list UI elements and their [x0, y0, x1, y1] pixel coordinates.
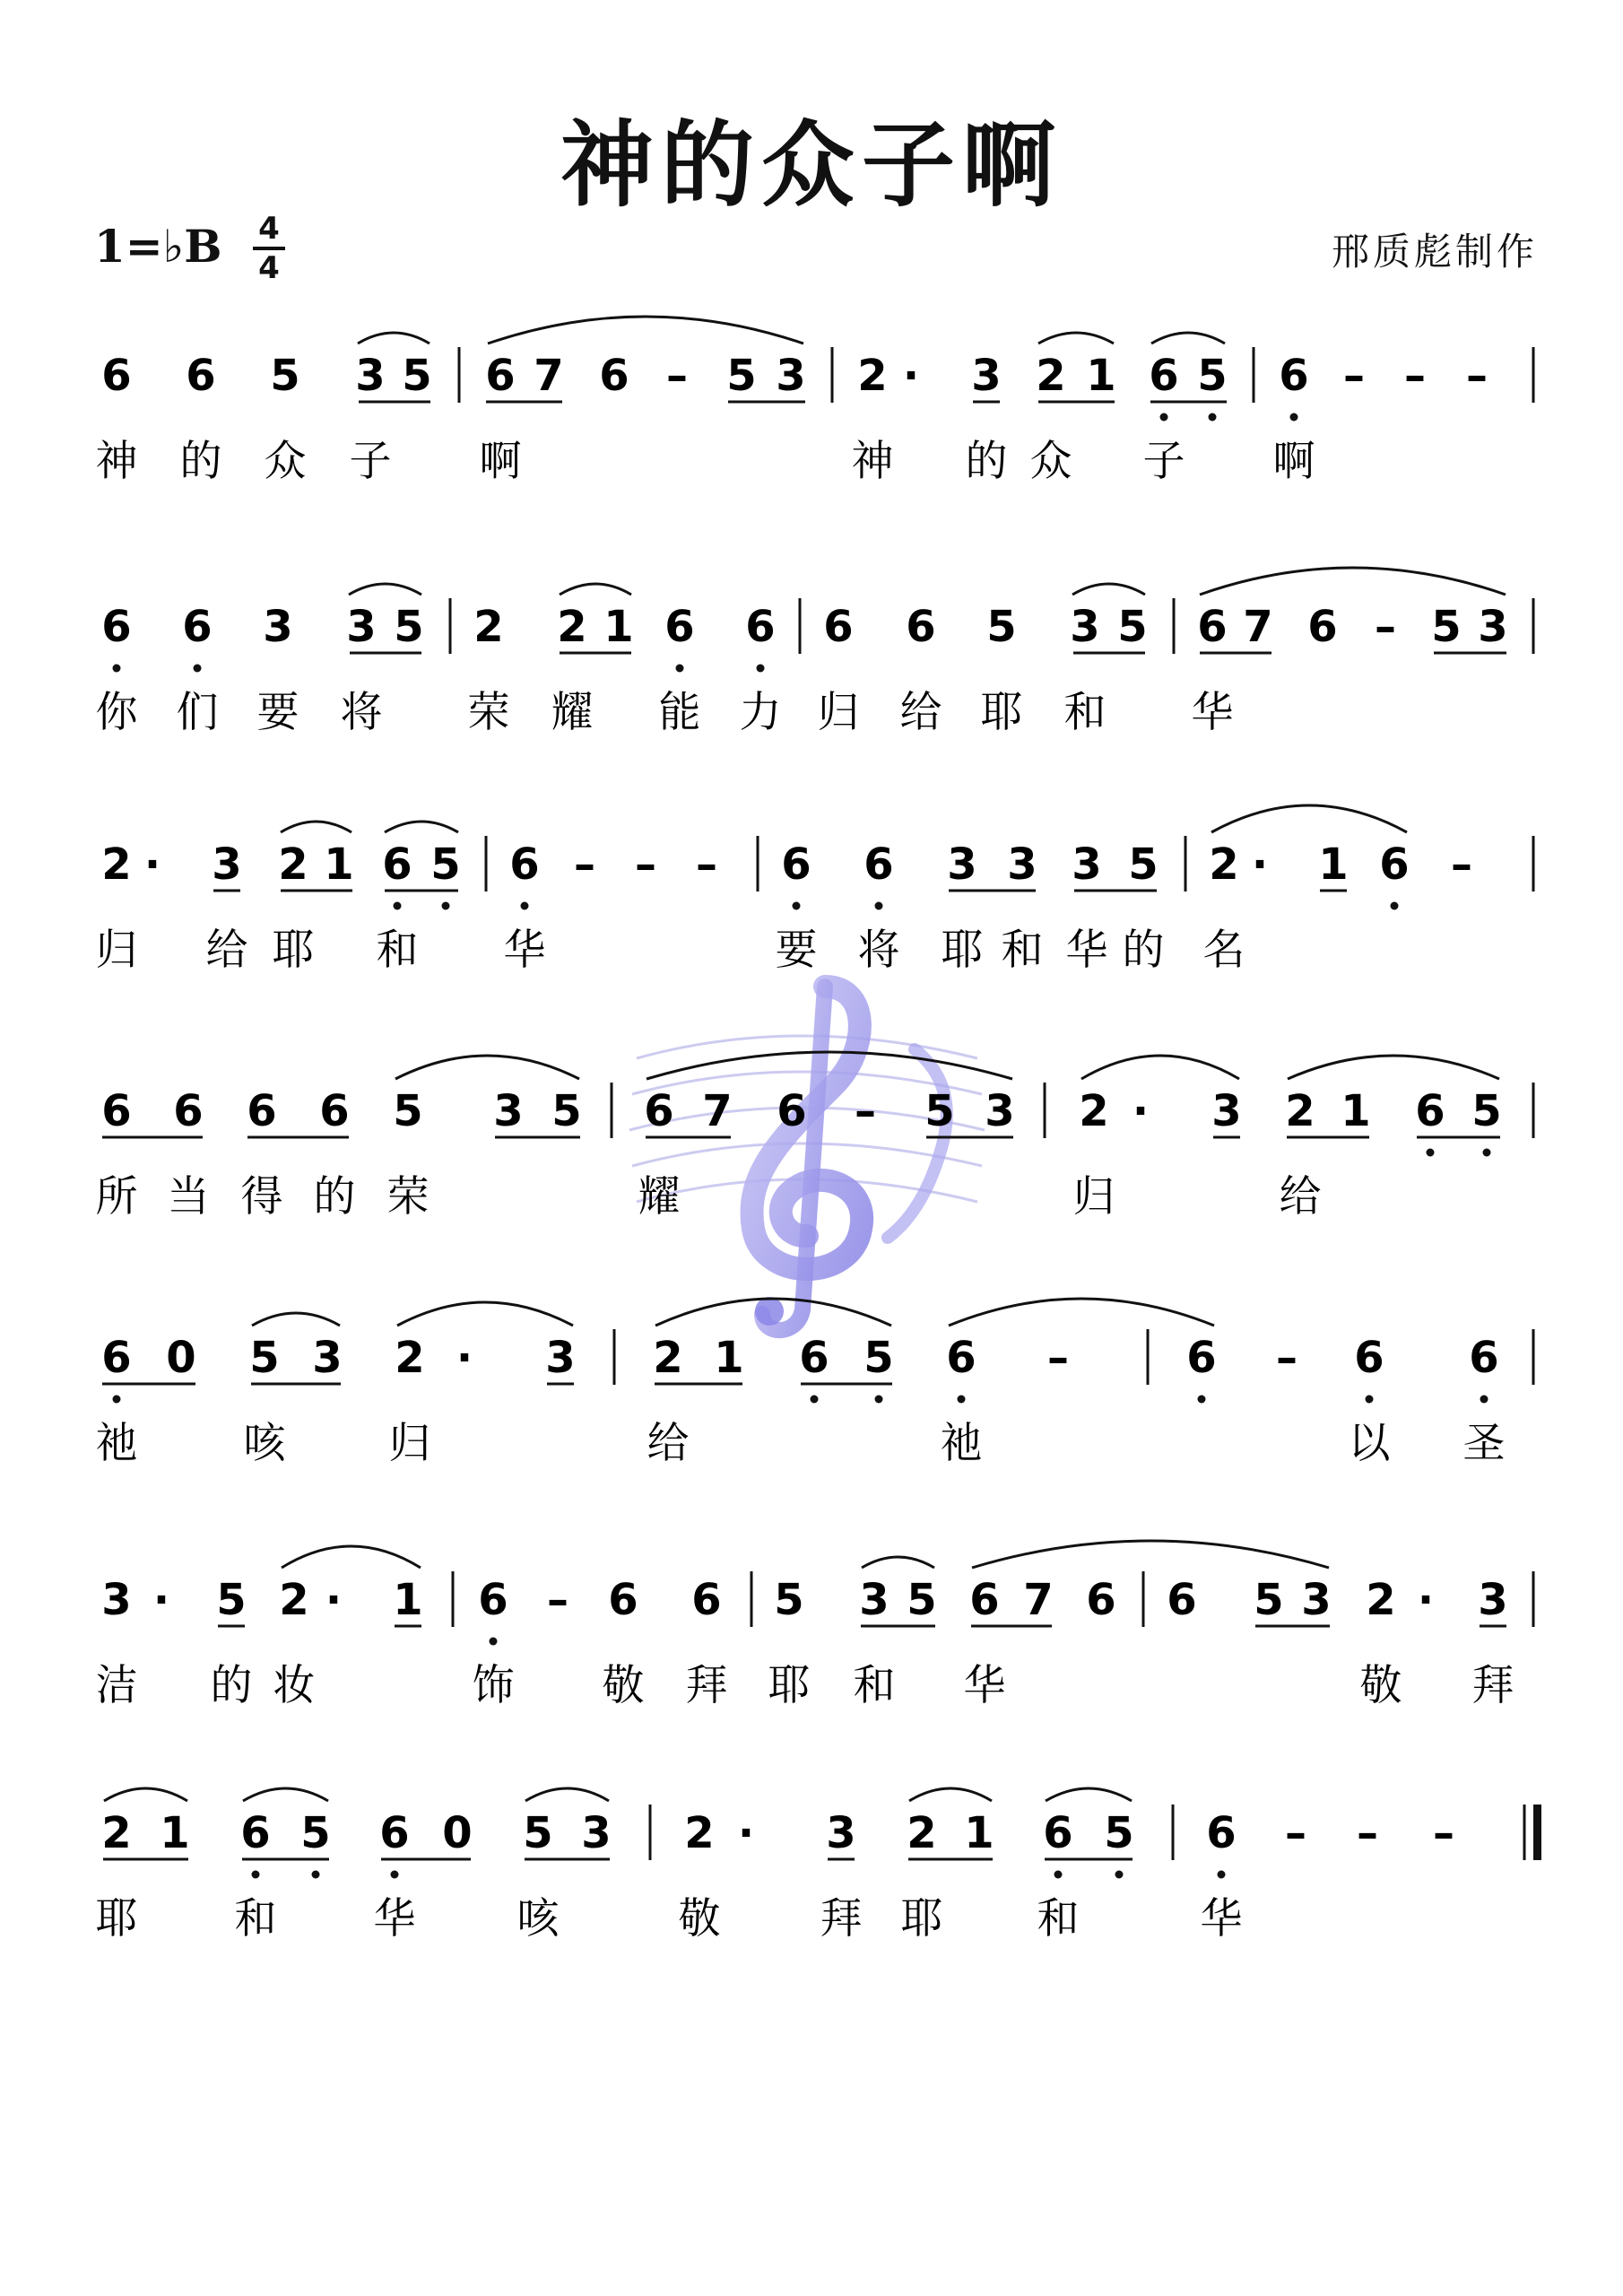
note: – — [1375, 602, 1396, 652]
note: 5 — [1128, 839, 1159, 890]
note: 3 — [859, 1575, 890, 1625]
note: 2 — [907, 1808, 937, 1858]
lyric-char: 和 — [376, 926, 419, 975]
lyric-char: 拜 — [820, 1894, 863, 1944]
lyric-char: 要 — [256, 688, 299, 737]
lyric-char: 要 — [775, 926, 818, 975]
note: 5 — [430, 839, 461, 890]
slur-arc — [385, 822, 458, 832]
lyric-char: 啊 — [479, 437, 522, 486]
note: 5 — [270, 351, 300, 401]
octave-dot — [252, 1871, 260, 1879]
note: 2 — [1036, 351, 1066, 401]
octave-dot — [113, 665, 121, 673]
lyric-char: 神 — [851, 437, 894, 486]
note: 7 — [1243, 602, 1273, 652]
note: 1 — [1318, 839, 1349, 890]
slur-arc — [1288, 1056, 1499, 1079]
lyric-char: 耶 — [980, 688, 1023, 737]
lyric-char: 敬 — [678, 1894, 721, 1944]
note: – — [1404, 351, 1426, 401]
octave-dot — [1483, 1149, 1491, 1157]
octave-dot — [391, 1871, 399, 1879]
slur-arc — [281, 822, 352, 832]
note: 6 — [608, 1575, 638, 1625]
note: 6 — [319, 1086, 350, 1136]
note: 2 — [1079, 1086, 1109, 1136]
lyric-char: 和 — [853, 1661, 896, 1710]
note: 6 — [182, 602, 213, 652]
note: 3 — [776, 351, 806, 401]
lyric-char: 众 — [1029, 437, 1072, 486]
note: 3 — [312, 1333, 343, 1383]
lyric-char: 和 — [1037, 1894, 1080, 1944]
note: 1 — [393, 1575, 423, 1625]
octave-dot — [1290, 413, 1298, 422]
note: 2 — [857, 351, 888, 401]
slur-arc — [1038, 333, 1114, 344]
note: 7 — [1023, 1575, 1054, 1625]
note: · — [1132, 1086, 1150, 1136]
slur-arc — [525, 1788, 609, 1801]
note: 5 — [1104, 1808, 1134, 1858]
note: 3 — [1478, 602, 1508, 652]
note: 3 — [1478, 1575, 1508, 1625]
lyric-char: 华 — [1191, 688, 1234, 737]
slur-arc — [488, 317, 803, 344]
lyric-char: 的 — [179, 437, 222, 486]
lyric-char: 耶 — [941, 926, 984, 975]
slur-arc — [349, 584, 421, 595]
score-system — [96, 1052, 1534, 1222]
note: – — [1047, 1333, 1069, 1383]
note: · — [143, 839, 161, 890]
lyric-char: 所 — [95, 1172, 138, 1222]
note: · — [456, 1333, 473, 1383]
note: 1 — [1086, 351, 1116, 401]
lyric-char: 子 — [1142, 437, 1185, 486]
lyric-char: 能 — [658, 688, 701, 737]
note: 1 — [324, 839, 354, 890]
note: – — [666, 351, 688, 401]
note: 5 — [1254, 1575, 1284, 1625]
note: – — [1285, 1808, 1306, 1858]
note: 6 — [969, 1575, 1000, 1625]
time-numerator: 4 — [258, 211, 280, 247]
note: 6 — [1307, 602, 1338, 652]
note: 6 — [664, 602, 695, 652]
lyric-char: 拜 — [1471, 1661, 1515, 1710]
slur-arc — [282, 1546, 421, 1568]
lyric-char: 耶 — [272, 926, 315, 975]
lyric-char: 归 — [95, 926, 138, 975]
octave-dot — [1427, 1149, 1435, 1157]
lyric-char: 的 — [313, 1172, 356, 1222]
note: 6 — [823, 602, 854, 652]
lyric-char: 力 — [739, 688, 782, 737]
note: 5 — [216, 1575, 247, 1625]
note: 2 — [101, 1808, 132, 1858]
score-system — [96, 1299, 1534, 1468]
note: 5 — [523, 1808, 553, 1858]
key-label: 1=♭B — [94, 220, 222, 273]
note: 0 — [166, 1333, 196, 1383]
lyric-char: 当 — [167, 1172, 210, 1222]
note: 5 — [551, 1086, 582, 1136]
note: 5 — [300, 1808, 331, 1858]
lyric-char: 咳 — [243, 1419, 286, 1468]
note: 5 — [907, 1575, 937, 1625]
note: 2 — [473, 602, 504, 652]
note: 3 — [971, 351, 1002, 401]
note: 7 — [534, 351, 564, 401]
lyric-char: 给 — [899, 688, 942, 737]
note: 5 — [1117, 602, 1148, 652]
lyric-char: 荣 — [467, 688, 510, 737]
octave-dot — [1209, 413, 1217, 422]
note: 2 — [395, 1333, 425, 1383]
note: · — [902, 351, 920, 401]
note: 1 — [603, 602, 634, 652]
octave-dot — [793, 902, 801, 910]
note: 5 — [1197, 351, 1228, 401]
note: 3 — [985, 1086, 1015, 1136]
lyric-char: 你 — [95, 688, 138, 737]
note: – — [547, 1575, 568, 1625]
note: – — [574, 839, 595, 890]
lyric-char: 们 — [176, 688, 219, 737]
note: 6 — [1167, 1575, 1197, 1625]
author-credit: 邢质彪制作 — [1331, 230, 1538, 274]
lyric-char: 的 — [965, 437, 1008, 486]
note: 6 — [240, 1808, 271, 1858]
note: 6 — [1197, 602, 1228, 652]
note: 6 — [509, 839, 540, 890]
note: 6 — [781, 839, 812, 890]
note: 6 — [101, 351, 132, 401]
note: 3 — [826, 1808, 856, 1858]
lyric-char: 妆 — [273, 1661, 316, 1710]
lyric-char: 华 — [373, 1894, 416, 1944]
note: 6 — [864, 839, 894, 890]
note: 2 — [1366, 1575, 1396, 1625]
note: · — [737, 1808, 755, 1858]
note: 3 — [581, 1808, 612, 1858]
note: – — [696, 839, 717, 890]
lyric-char: 和 — [234, 1894, 277, 1944]
note: 5 — [394, 602, 424, 652]
note: 6 — [777, 1086, 807, 1136]
note: 6 — [1415, 1086, 1445, 1136]
lyric-char: 归 — [388, 1419, 431, 1468]
note: 6 — [1206, 1808, 1237, 1858]
note: 5 — [924, 1086, 955, 1136]
note: 2 — [101, 839, 132, 890]
slur-arc — [397, 1302, 573, 1326]
octave-dot — [875, 1396, 883, 1404]
slur-arc — [862, 1557, 934, 1568]
slur-arc — [949, 1299, 1214, 1326]
lyric-char: 得 — [240, 1172, 283, 1222]
note: 5 — [726, 351, 757, 401]
note: 6 — [691, 1575, 722, 1625]
note: 6 — [247, 1086, 277, 1136]
note: – — [855, 1086, 876, 1136]
slur-arc — [252, 1313, 340, 1326]
lyric-char: 华 — [503, 926, 546, 975]
lyric-char: 和 — [1001, 926, 1044, 975]
note: 3 — [1301, 1575, 1332, 1625]
slur-arc — [1072, 584, 1145, 595]
time-denominator: 4 — [258, 250, 280, 286]
lyric-char: 给 — [205, 926, 248, 975]
lyric-char: 给 — [647, 1419, 690, 1468]
note: 5 — [249, 1333, 280, 1383]
note: 3 — [101, 1575, 132, 1625]
octave-dot — [113, 1396, 121, 1404]
note: 5 — [1431, 602, 1462, 652]
note: 2 — [278, 839, 308, 890]
lyric-char: 归 — [1072, 1172, 1115, 1222]
lyric-char: 洁 — [95, 1661, 138, 1710]
score-system — [96, 1541, 1534, 1710]
note: – — [1276, 1333, 1298, 1383]
note: 6 — [644, 1086, 674, 1136]
lyric-char: 祂 — [940, 1419, 983, 1468]
octave-dot — [757, 665, 765, 673]
note: – — [1466, 351, 1488, 401]
octave-dot — [1366, 1396, 1374, 1404]
note: 3 — [947, 839, 977, 890]
note: 6 — [379, 1808, 410, 1858]
octave-dot — [811, 1396, 819, 1404]
note: 6 — [173, 1086, 204, 1136]
note: 5 — [986, 602, 1017, 652]
note: 6 — [1043, 1808, 1073, 1858]
lyric-char: 敬 — [1359, 1661, 1402, 1710]
octave-dot — [1055, 1871, 1063, 1879]
note: 3 — [1211, 1086, 1242, 1136]
slur-arc — [972, 1541, 1329, 1568]
slur-arc — [1081, 1056, 1239, 1079]
lyric-char: 以 — [1348, 1419, 1391, 1468]
octave-dot — [958, 1396, 966, 1404]
note: 2 — [279, 1575, 309, 1625]
slur-arc — [1046, 1788, 1132, 1801]
note: 3 — [1072, 839, 1102, 890]
note: 5 — [774, 1575, 804, 1625]
lyric-char: 耶 — [900, 1894, 943, 1944]
octave-dot — [1480, 1396, 1488, 1404]
note: 2 — [1285, 1086, 1315, 1136]
note: 6 — [1354, 1333, 1384, 1383]
octave-dot — [521, 902, 529, 910]
score-system — [96, 805, 1534, 975]
note: 6 — [906, 602, 936, 652]
note: 2 — [557, 602, 587, 652]
octave-dot — [194, 665, 202, 673]
octave-dot — [1160, 413, 1168, 422]
octave-dot — [490, 1638, 498, 1646]
slur-arc — [1200, 568, 1506, 595]
octave-dot — [394, 902, 402, 910]
score-system — [96, 317, 1534, 486]
note: 6 — [1186, 1333, 1217, 1383]
note: – — [1451, 839, 1472, 890]
slur-arc — [1151, 333, 1225, 344]
lyric-char: 咳 — [516, 1894, 560, 1944]
slur-arc — [104, 1788, 187, 1801]
lyric-char: 耶 — [768, 1661, 811, 1710]
note: 6 — [1379, 839, 1410, 890]
note: · — [1417, 1575, 1435, 1625]
note: 6 — [599, 351, 629, 401]
octave-dot — [676, 665, 684, 673]
octave-dot — [1115, 1871, 1124, 1879]
slur-arc — [647, 1052, 1012, 1079]
note: · — [1251, 839, 1269, 890]
note: 6 — [1469, 1333, 1499, 1383]
note: 2 — [684, 1808, 715, 1858]
lyric-char: 啊 — [1272, 437, 1315, 486]
note: 3 — [346, 602, 377, 652]
note: 6 — [101, 1333, 132, 1383]
note: 1 — [714, 1333, 744, 1383]
lyric-char: 荣 — [386, 1172, 430, 1222]
note: 7 — [702, 1086, 733, 1136]
lyric-char: 耶 — [95, 1894, 138, 1944]
note: 3 — [545, 1333, 576, 1383]
lyric-char: 给 — [1279, 1172, 1322, 1222]
lyric-char: 祂 — [95, 1419, 138, 1468]
octave-dot — [312, 1871, 320, 1879]
lyric-char: 华 — [1200, 1894, 1243, 1944]
note: 6 — [1149, 351, 1179, 401]
slur-arc — [655, 1299, 891, 1326]
note: 6 — [101, 1086, 132, 1136]
note: 3 — [263, 602, 293, 652]
lyric-char: 众 — [264, 437, 307, 486]
note: 6 — [382, 839, 412, 890]
note: 3 — [212, 839, 242, 890]
note: – — [1433, 1808, 1454, 1858]
note: – — [1357, 1808, 1378, 1858]
note: 2 — [1209, 839, 1239, 890]
note: 6 — [799, 1333, 829, 1383]
note: 1 — [1341, 1086, 1371, 1136]
final-bar-thick — [1533, 1805, 1541, 1860]
note: 2 — [653, 1333, 683, 1383]
lyric-char: 的 — [210, 1661, 253, 1710]
lyric-char: 子 — [349, 437, 392, 486]
note: · — [325, 1575, 343, 1625]
lyric-char: 神 — [95, 437, 138, 486]
lyric-char: 将 — [857, 926, 900, 975]
octave-dot — [875, 902, 883, 910]
note: 5 — [393, 1086, 423, 1136]
note: 6 — [101, 602, 132, 652]
lyric-char: 华 — [1065, 926, 1108, 975]
note: 0 — [442, 1808, 473, 1858]
slur-arc — [1211, 805, 1407, 832]
slur-arc — [395, 1056, 579, 1079]
note: 6 — [1279, 351, 1309, 401]
lyric-char: 归 — [817, 688, 860, 737]
note: 6 — [485, 351, 516, 401]
slur-arc — [243, 1788, 328, 1801]
octave-dot — [1218, 1871, 1226, 1879]
octave-dot — [442, 902, 450, 910]
note: 1 — [964, 1808, 994, 1858]
lyric-char: 拜 — [685, 1661, 728, 1710]
note: 5 — [864, 1333, 894, 1383]
score-system — [96, 1788, 1542, 1944]
note: 6 — [745, 602, 776, 652]
lyric-char: 敬 — [602, 1661, 645, 1710]
octave-dot — [1391, 902, 1399, 910]
note: 5 — [1471, 1086, 1502, 1136]
slur-arc — [909, 1788, 992, 1801]
lyric-char: 名 — [1202, 926, 1245, 975]
note: 6 — [478, 1575, 508, 1625]
lyric-char: 圣 — [1462, 1419, 1506, 1468]
lyric-char: 耀 — [638, 1172, 681, 1222]
note: 5 — [402, 351, 432, 401]
note: 3 — [1007, 839, 1037, 890]
note: – — [635, 839, 656, 890]
note: 6 — [946, 1333, 976, 1383]
lyric-char: 饰 — [472, 1661, 515, 1710]
lyric-char: 和 — [1063, 688, 1107, 737]
note: 6 — [186, 351, 216, 401]
note: · — [152, 1575, 170, 1625]
note: – — [1343, 351, 1365, 401]
slur-arc — [358, 333, 430, 344]
note: 1 — [160, 1808, 190, 1858]
lyric-char: 华 — [963, 1661, 1006, 1710]
slur-arc — [560, 584, 631, 595]
lyric-char: 将 — [340, 688, 383, 737]
note: 3 — [1070, 602, 1100, 652]
note: 6 — [1086, 1575, 1116, 1625]
octave-dot — [1198, 1396, 1206, 1404]
note: 3 — [493, 1086, 524, 1136]
note: 3 — [355, 351, 386, 401]
page-title: 神的众子啊 — [560, 109, 1063, 220]
score-system — [96, 568, 1534, 737]
lyric-char: 耀 — [551, 688, 594, 737]
lyric-char: 的 — [1122, 926, 1165, 975]
